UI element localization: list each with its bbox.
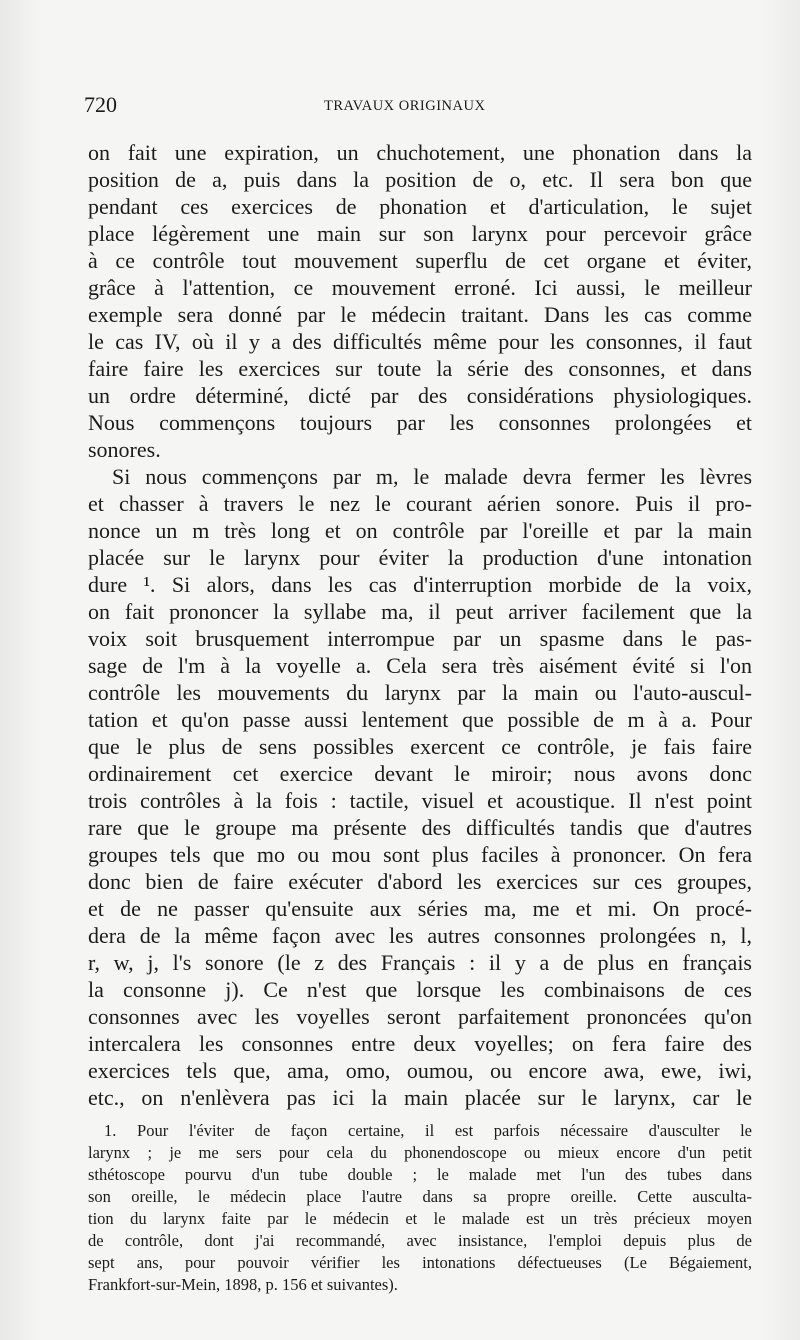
text-line: intercalera les consonnes entre deux voyelles; on fera faire des <box>88 1031 752 1056</box>
text-line: le cas IV, où il y a des difficultés même pour les consonnes, il faut <box>88 329 752 354</box>
text-line: placée sur le larynx pour éviter la production d'une intonation <box>88 545 752 570</box>
text-line: voix soit brusquement interrompue par un spasme dans le pas- <box>88 626 752 651</box>
text-line: Si nous commençons par m, le malade devra fermer les lèvres <box>112 464 752 489</box>
text-line: et chasser à travers le nez le courant aérien sonore. Puis il pro- <box>88 491 752 516</box>
text-line: Nous commençons toujours par les consonnes prolongées et <box>88 410 752 435</box>
text-line: contrôle les mouvements du larynx par la main ou l'auto-auscul- <box>88 680 752 705</box>
text-line: un ordre déterminé, dicté par des considérations physiologiques. <box>88 383 752 408</box>
text-line: sage de l'm à la voyelle a. Cela sera très aisément évité si l'on <box>88 653 752 678</box>
running-head: TRAVAUX ORIGINAUX <box>324 98 486 114</box>
text-line: trois contrôles à la fois : tactile, visuel et acoustique. Il n'est point <box>88 788 752 813</box>
footnote-line: larynx ; je me sers pour cela du phonendoscope ou mieux encore d'un petit <box>88 1143 752 1162</box>
footnote-line: son oreille, le médecin place l'autre dans sa propre oreille. Cette ausculta- <box>88 1187 752 1206</box>
text-line: position de a, puis dans la position de o, etc. Il sera bon que <box>88 167 752 192</box>
text-line: groupes tels que mo ou mou sont plus faciles à prononcer. On fera <box>88 842 752 867</box>
text-line: sonores. <box>88 437 161 462</box>
text-line: etc., on n'enlèvera pas ici la main placée sur le larynx, car le <box>88 1085 752 1110</box>
text-line: que le plus de sens possibles exercent ce contrôle, je fais faire <box>88 734 752 759</box>
text-line: consonnes avec les voyelles seront parfaitement prononcées qu'on <box>88 1004 752 1029</box>
text-line: à ce contrôle tout mouvement superflu de cet organe et éviter, <box>88 248 752 273</box>
footnote-line: de contrôle, dont j'ai recommandé, avec insistance, l'emploi depuis plus de <box>88 1231 752 1250</box>
text-line: on fait prononcer la syllabe ma, il peut arriver facilement que la <box>88 599 752 624</box>
text-line: exercices tels que, ama, omo, oumou, ou encore awa, ewe, iwi, <box>88 1058 752 1083</box>
text-line: dure ¹. Si alors, dans les cas d'interruption morbide de la voix, <box>88 572 752 597</box>
footnote-line: sept ans, pour pouvoir vérifier les intonations défectueuses (Le Bégaiement, <box>88 1253 752 1272</box>
page-number: 720 <box>84 92 117 117</box>
text-line: donc bien de faire exécuter d'abord les exercices sur ces groupes, <box>88 869 752 894</box>
text-line: place légèrement une main sur son larynx pour percevoir grâce <box>88 221 752 246</box>
footnote-line: tion du larynx faite par le médecin et le malade est un très précieux moyen <box>88 1209 752 1228</box>
text-line: rare que le groupe ma présente des difficultés tandis que d'autres <box>88 815 752 840</box>
text-line: et de ne passer qu'ensuite aux séries ma, me et mi. On procé- <box>88 896 752 921</box>
text-line: r, w, j, l's sonore (le z des Français : il y a de plus en français <box>88 950 752 975</box>
text-line: nonce un m très long et on contrôle par l'oreille et par la main <box>88 518 752 543</box>
page-header <box>84 90 774 122</box>
text-line: exemple sera donné par le médecin traitant. Dans les cas comme <box>88 302 752 327</box>
text-line: tation et qu'on passe aussi lentement que possible de m à a. Pour <box>88 707 752 732</box>
footnote-line: 1. Pour l'éviter de façon certaine, il est parfois nécessaire d'ausculter le <box>104 1121 752 1140</box>
text-line: dera de la même façon avec les autres consonnes prolongées n, l, <box>88 923 752 948</box>
text-line: grâce à l'attention, ce mouvement erroné. Ici aussi, le meilleur <box>88 275 752 300</box>
footnote-line: sthétoscope pourvu d'un tube double ; le malade met l'un des tubes dans <box>88 1165 752 1184</box>
text-line: pendant ces exercices de phonation et d'articulation, le sujet <box>88 194 752 219</box>
text-line: ordinairement cet exercice devant le miroir; nous avons donc <box>88 761 752 786</box>
footnote-line: Frankfort-sur-Mein, 1898, p. 156 et suivantes). <box>88 1275 398 1294</box>
text-line: on fait une expiration, un chuchotement, une phonation dans la <box>88 140 752 165</box>
text-line: faire faire les exercices sur toute la série des consonnes, et dans <box>88 356 752 381</box>
text-line: la consonne j). Ce n'est que lorsque les combinaisons de ces <box>88 977 752 1002</box>
